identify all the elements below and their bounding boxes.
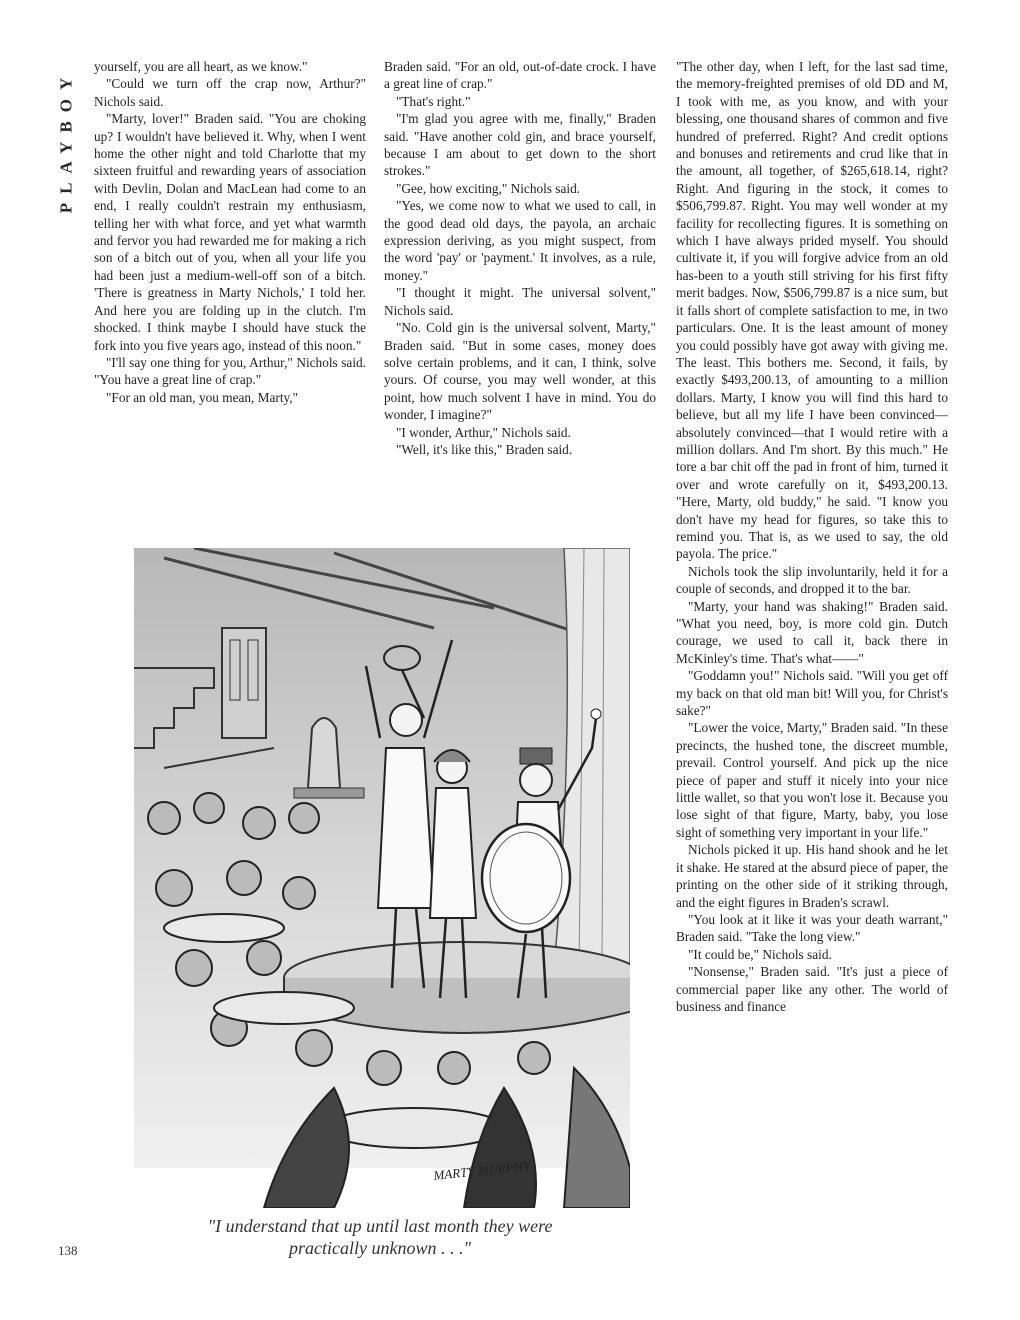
paragraph: "Well, it's like this," Braden said. [396,441,573,457]
article-column-3 [676,58,948,1015]
masthead [52,56,80,226]
paragraph: "I'm glad you agree with me, finally," Braden said. "Have another cold gin, and brace yourself, because I am about to get down to the short strokes." [384,111,656,179]
paragraph: yourself, you are all heart, as we know." [94,59,308,74]
paragraph: "I thought it might. The universal solvent," Nichols said. [384,285,656,318]
paragraph: "Marty, lover!" Braden said. "You are choking up? I wouldn't have believed it. Why, when I went home the other night and told Charlotte that my sixteen fruitful and rewarding years of association with Devlin, Dolan and MacLean had come to an end, I really couldn't restrain my enthusiasm, telling her with what force, and yet what warmth and fervor you had rewarded me for making a rich son of a bitch out of you, when all your life you had been just a medium-well-off son of a bitch. 'There is greatness in Marty Nichols,' I told her. And here you are folding up in the clutch. I'm shocked. I think maybe I should have stuck the fork into you five years ago, instead of this noon." [94,111,366,353]
paragraph: "Goddamn you!" Nichols said. "Will you get off my back on that old man bit! Will you, for Christ's sake?" [676,668,948,719]
paragraph: "I'll say one thing for you, Arthur," Nichols said. "You have a great line of crap." [94,354,366,388]
paragraph: "I wonder, Arthur," Nichols said. [396,424,571,440]
paragraph: "Yes, we come now to what we used to call, in the good dead old days, the payola, an archaic expression deriving, as you might suspect, from the word 'pay' or 'payment.' It involves, as a rule, money." [384,198,656,283]
page-number: 138 [58,1243,78,1258]
cartoon-signature: MARTY MURPHY [432,1157,531,1183]
paragraph: "Gee, how exciting," Nichols said. [396,180,581,196]
cartoon-illustration [134,548,630,1208]
paragraph: "You look at it like it was your death warrant," Braden said. "Take the long view." [676,911,948,945]
paragraph: "Could we turn off the crap now, Arthur?" Nichols said. [94,76,366,109]
paragraph: "That's right." [396,93,471,109]
paragraph: "The other day, when I left, for the last sad time, the memory-freighted premises of old DD and M, I took with me, as you know, and with your blessing, one thousand shares of common and five hundred of preferred. Right? And credit options and bonuses and retirements and crud like that in the amount, all together, of $265,618.14, right? Right. And figuring in the stock, it comes to $506,799.87. Right. You may well wonder at my facility for recollecting figures. It is something on which I have always prided myself. You should cultivate it, if you will forgive advice from an old has-been to a youth still striving for his first fifty merit badges. Now, $506,799.87 is a nice sum, but it falls short of complete satisfaction to me, in two particulars. One. It is the least amount of money you could possibly have got away with giving me. The least. This bothers me. Second, it fails, by exactly $493,200.13, of amounting to a million dollars. Marty, I know you will find this hard to believe, but all my life I have been convinced—absolutely convinced—that I would retire with a million dollars. And I'm short. By this much." He tore a bar chit off the pad in front of him, turned it over and wrote carefully on it, $493,200.13. "Here, Marty, old buddy," he said. "I know you don't have my head for figures, so take this to remind you. That is, as we used to say, the old payola. The price." [676,59,948,562]
paragraph: "For an old man, you mean, Marty," [106,389,299,405]
paragraph: Nichols picked it up. His hand shook and he let it shake. He stared at the absurd piece of paper, the printing on the other side of it striking through, and the eight figures in Braden's scrawl. [676,842,948,910]
paragraph: "No. Cold gin is the universal solvent, Marty," Braden said. "But in some cases, money does solve certain problems, and it can, I think, solve yours. Of course, you may well wonder, at this point, how much solvent I have in mind. You do wonder, I imagine?" [384,320,656,423]
paragraph: "Lower the voice, Marty," Braden said. "In these precincts, the hushed tone, the discreet mumble, prevail. Control yourself. And pick up the nice piece of paper and stuff it nicely into your nice little wallet, so that you won't lose it. Because you lose sight of that figure, Marty, baby, you lose sight of something very important in your life." [676,720,948,840]
paragraph: Nichols took the slip involuntarily, held it for a couple of seconds, and dropped it to the bar. [676,563,948,597]
paragraph: Braden said. "For an old, out-of-date crock. I have a great line of crap." [384,59,656,92]
article-column-2 [384,58,656,458]
paragraph: "Marty, your hand was shaking!" Braden said. "What you need, boy, is more cold gin. Dutch courage, we used to call it, back there in McKinley's time. That's what——" [676,598,948,666]
article-column-1 [94,58,366,406]
cartoon-caption: "I understand that up until last month they were practically unknown . . ." [207,1216,553,1258]
paragraph: "Nonsense," Braden said. "It's just a piece of commercial paper like any other. The world of business and finance [676,964,948,1014]
masthead-title: PLAYBOY [56,68,75,214]
paragraph: "It could be," Nichols said. [688,946,832,962]
